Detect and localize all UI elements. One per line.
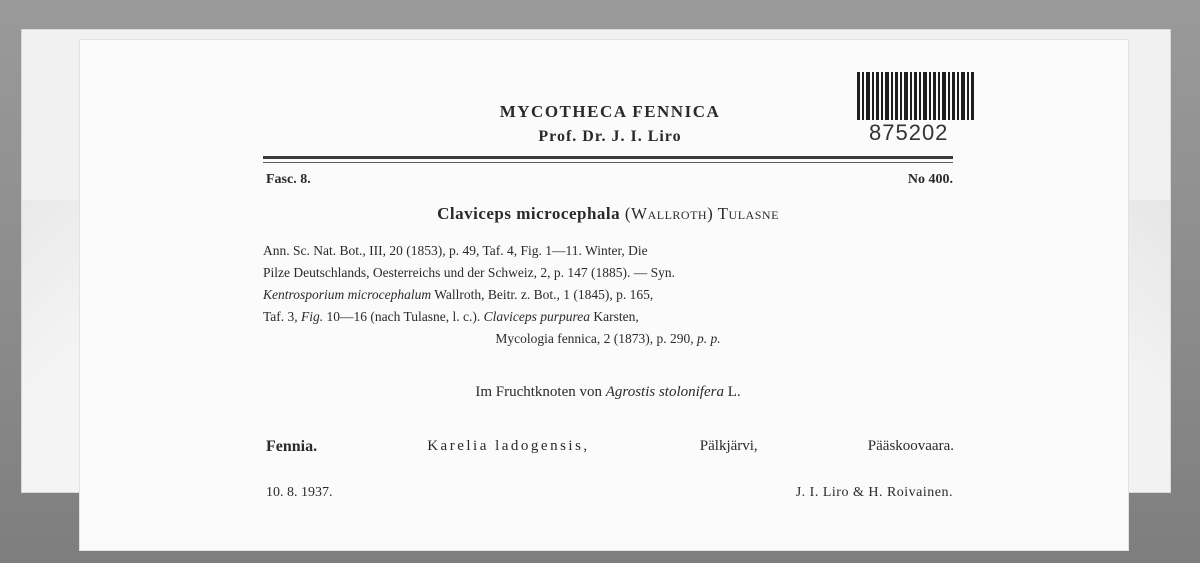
fascicle-number: Fasc. 8. <box>266 172 311 187</box>
host-prefix: Im Fruchtknoten von <box>475 384 606 400</box>
barcode-block <box>855 70 980 148</box>
references-block <box>263 240 953 350</box>
collection-title: MYCOTHECA FENNICA <box>499 102 721 121</box>
reference-line-5 <box>263 328 953 350</box>
barcode-number: 875202 <box>869 120 949 145</box>
mycologia-ref: Mycologia fennica, 2 (1873), p. 290, <box>495 331 698 346</box>
reference-line-3 <box>263 284 953 306</box>
host-line <box>263 384 953 401</box>
divider-thin <box>263 162 953 163</box>
fig-ref: Fig. <box>301 309 324 324</box>
pro-parte: p. p. <box>697 331 721 346</box>
province: Karelia ladogensis, <box>427 438 590 454</box>
host-species: Agrostis stolonifera <box>605 384 724 400</box>
plate-ref: Taf. 3, <box>263 309 302 324</box>
locality-line <box>266 438 954 456</box>
envelope-flap-left <box>22 200 82 492</box>
collection-editor: Prof. Dr. J. I. Liro <box>538 128 682 145</box>
species-name: Claviceps microcephala <box>437 204 621 223</box>
reference-line-1: Ann. Sc. Nat. Bot., III, 20 (1853), p. 49, Taf. 4, Fig. 1—11. Winter, Die <box>263 243 648 258</box>
species-author: (Wallroth) Tulasne <box>624 204 779 223</box>
reference-line-2: Pilze Deutschlands, Oesterreichs und der Schweiz, 2, p. 147 (1885). — Syn. <box>263 265 676 280</box>
collectors: J. I. Liro & H. Roivainen. <box>795 485 953 500</box>
barcode-icon <box>855 70 977 122</box>
reference-line-4 <box>263 306 953 328</box>
divider-thick <box>263 156 953 159</box>
synonym-name: Kentrosporium microcephalum <box>263 287 432 302</box>
synonym-citation: Wallroth, Beitr. z. Bot., 1 (1845), p. 165, <box>431 287 654 302</box>
host-suffix: L. <box>723 384 741 400</box>
collection-date: 10. 8. 1937. <box>266 485 333 500</box>
site: Pääskoovaara. <box>867 438 954 454</box>
specimen-number: No 400. <box>907 172 953 187</box>
karsten-author: Karsten, <box>590 309 639 324</box>
misapplied-name: Claviceps purpurea <box>483 309 591 324</box>
parish: Pälkjärvi, <box>699 438 758 454</box>
fig-range: 10—16 (nach Tulasne, l. c.). <box>323 309 484 324</box>
country: Fennia. <box>266 438 318 455</box>
species-heading <box>263 204 953 224</box>
